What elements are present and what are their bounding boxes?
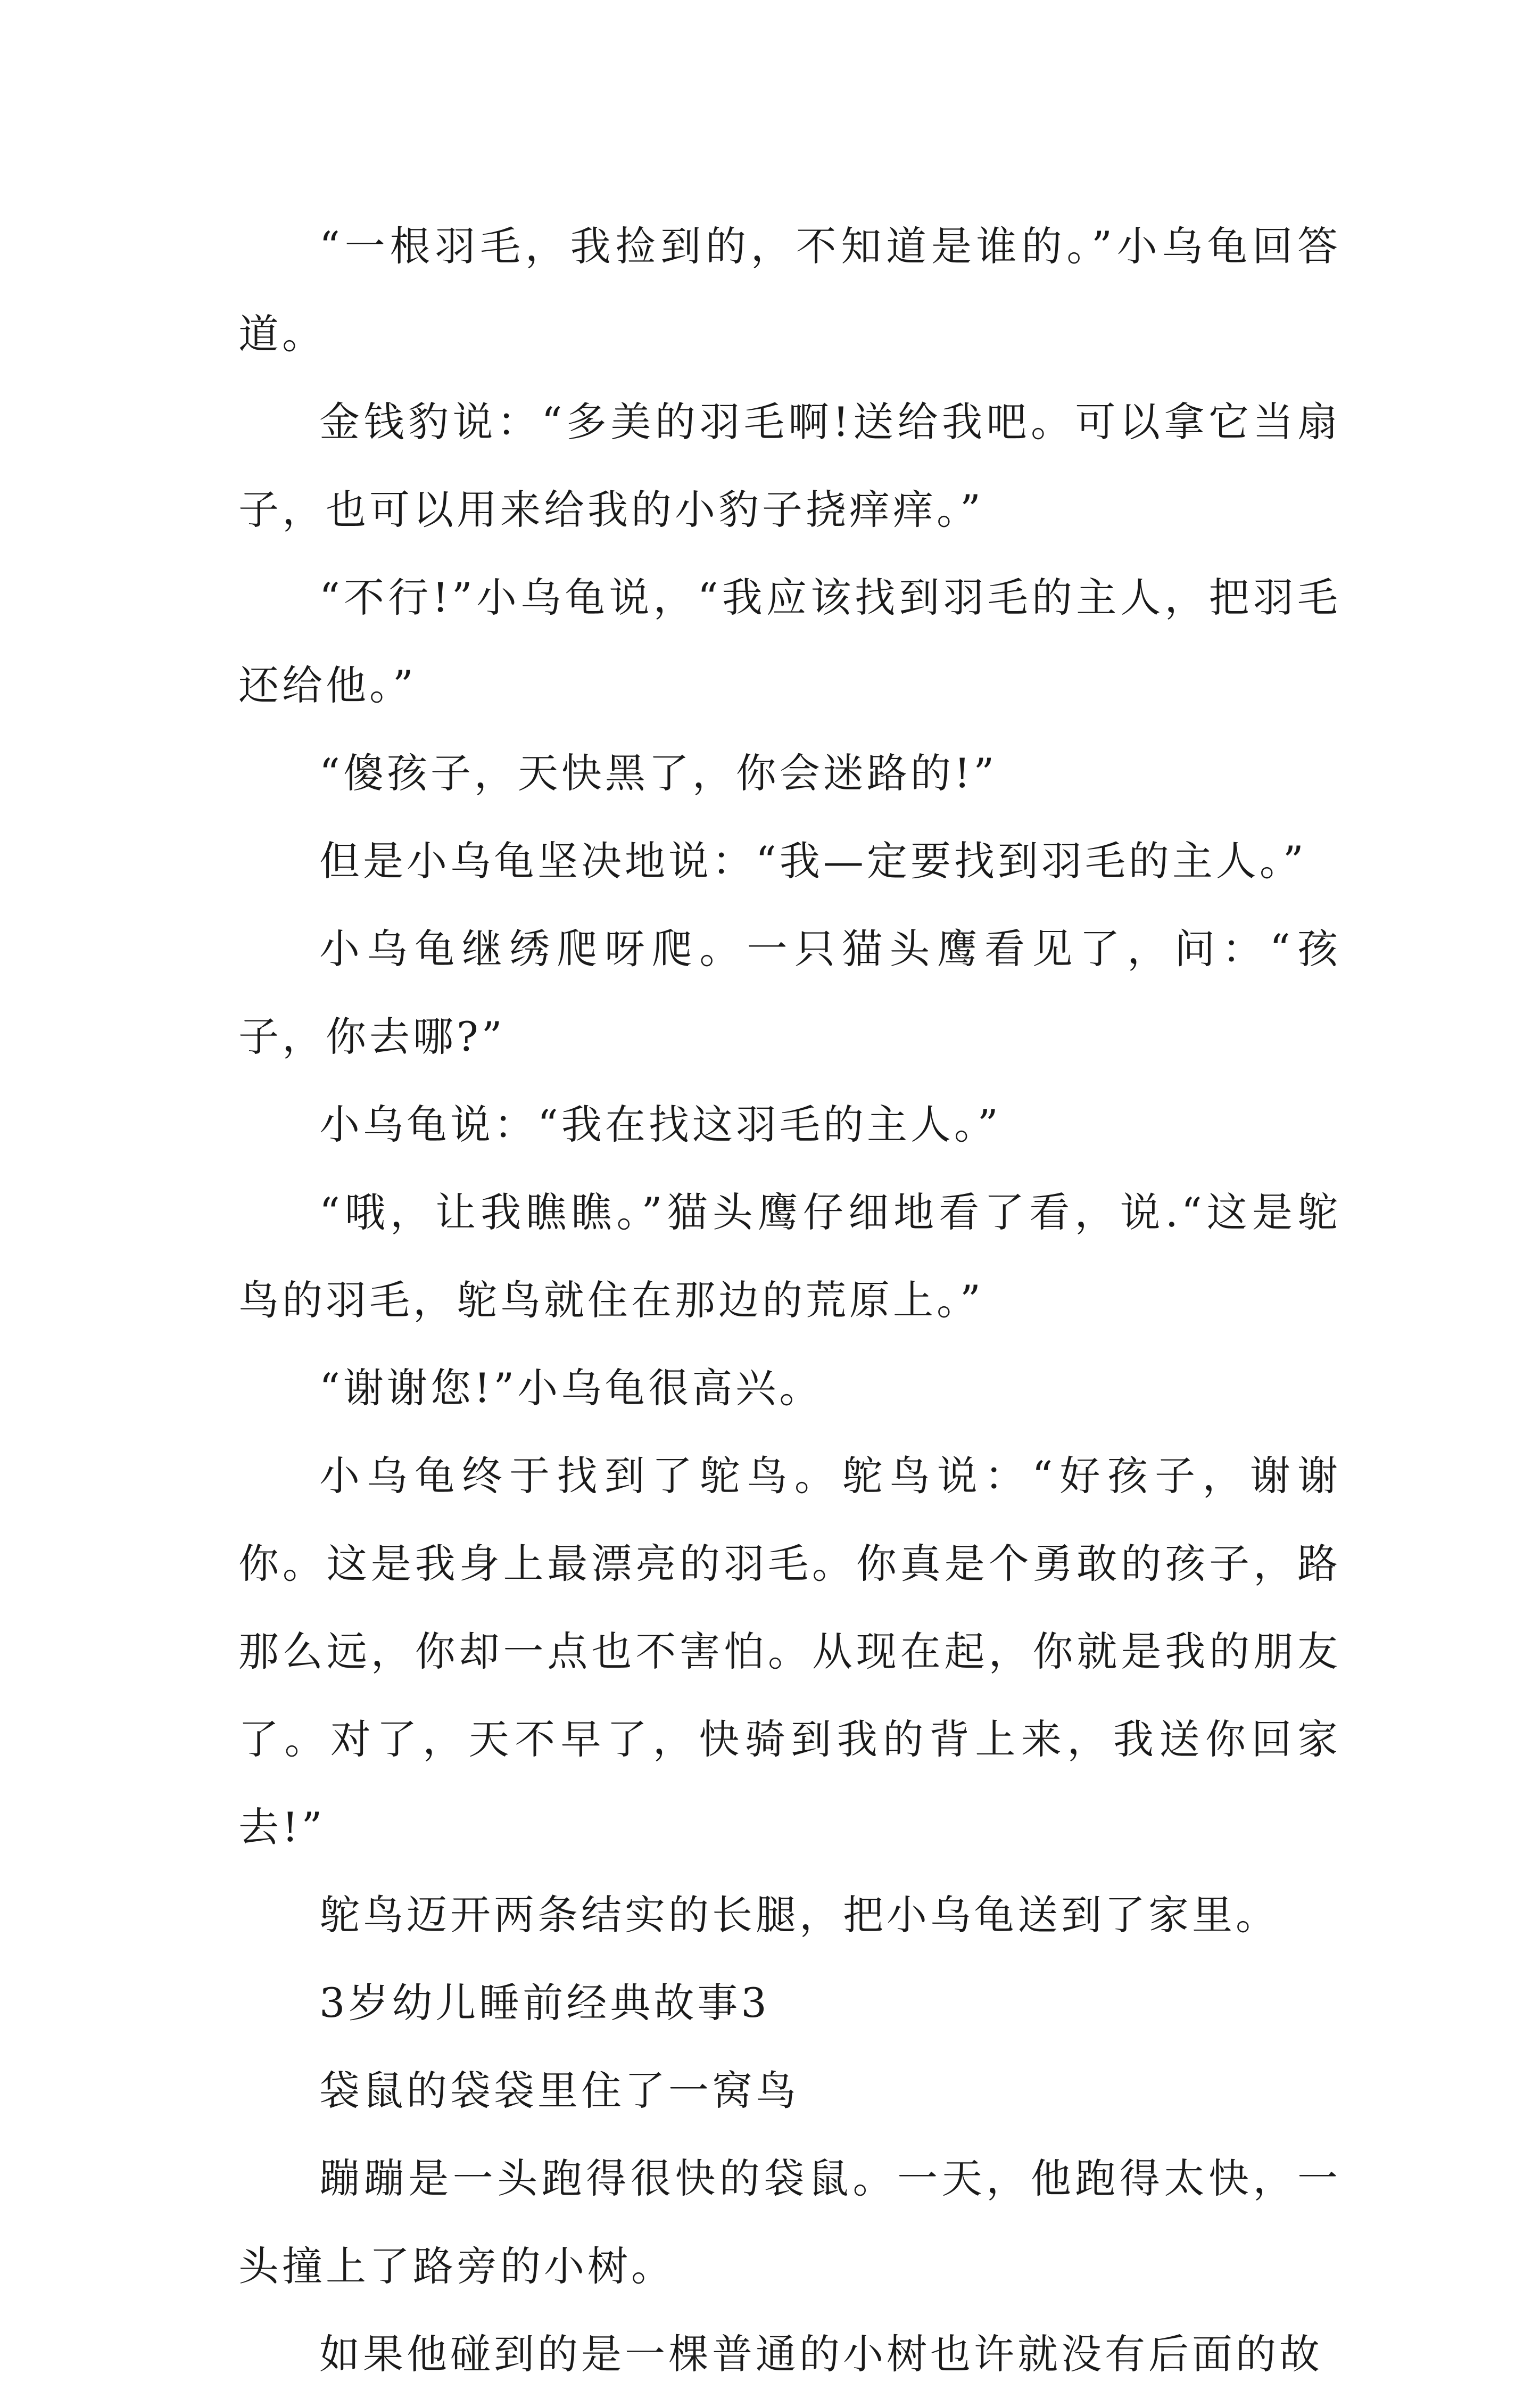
paragraph-3: “不行!”小乌龟说，“我应该找到羽毛的主人，把羽毛还给他。” (238, 574, 1341, 709)
paragraph-13: 如果他碰到的是一棵普通的小树也许就没有后面的故 (319, 2330, 1323, 2378)
paragraph-4: “傻孩子，天快黑了，你会迷路的!” (319, 749, 998, 797)
paragraph-12: 蹦蹦是一头跑得很快的袋鼠。一天，他跑得太快，一头撞上了路旁的小树。 (238, 2155, 1341, 2290)
paragraph-1: “一根羽毛，我捡到的，不知道是谁的。”小乌龟回答道。 (238, 223, 1341, 358)
paragraph-2: 金钱豹说：“多美的羽毛啊!送给我吧。可以拿它当扇子，也可以用来给我的小豹子挠痒痒。” (238, 398, 1341, 533)
paragraph-5: 但是小乌龟坚决地说：“我—定要找到羽毛的主人。” (319, 837, 1307, 885)
paragraph-7: 小乌龟说：“我在找这羽毛的主人。” (319, 1101, 1001, 1148)
paragraph-6: 小乌龟继绣爬呀爬。一只猫头鹰看见了，问：“孩子，你去哪?” (238, 925, 1341, 1060)
paragraph-11: 鸵鸟迈开两条结实的长腿，把小乌龟送到了家里。 (319, 1891, 1279, 1939)
story-title: 袋鼠的袋袋里住了一窝鸟 (319, 2067, 799, 2114)
section-heading: 3岁幼儿睡前经典故事3 (319, 1979, 770, 2026)
paragraph-10: 小乌龟终于找到了鸵鸟。鸵鸟说：“好孩子，谢谢你。这是我身上最漂亮的羽毛。你真是个勇敢的孩子，路那么远，你却一点也不害怕。从现在起，你就是我的朋友了。对了，天不早了，快骑到我的背上来，我送你回家去!” (238, 1452, 1341, 1851)
paragraph-9: “谢谢您!”小乌龟很高兴。 (319, 1364, 823, 1412)
document-body (238, 202, 1341, 2398)
paragraph-8: “哦，让我瞧瞧。”猫头鹰仔细地看了看，说.“这是鸵鸟的羽毛，鸵鸟就住在那边的荒原上。” (238, 1189, 1341, 1324)
